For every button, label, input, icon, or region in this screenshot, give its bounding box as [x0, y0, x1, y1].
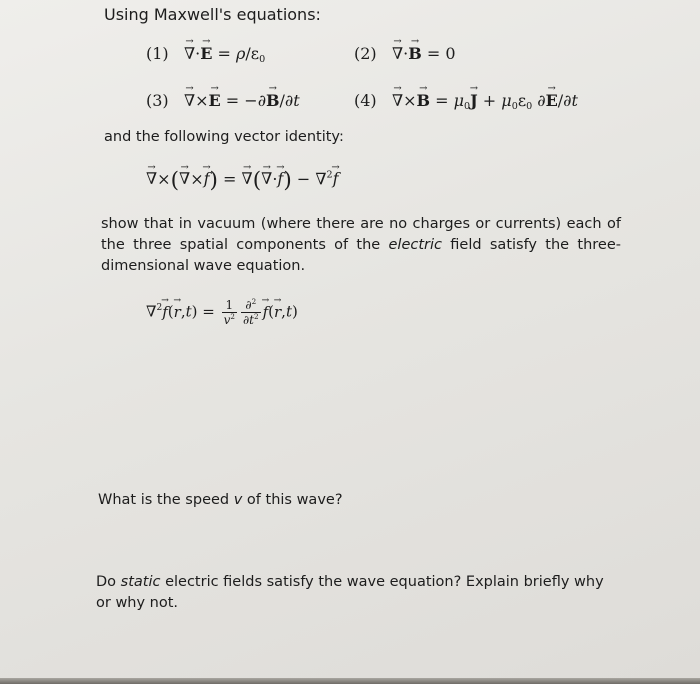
paragraph-text-1: show that in vacuum (where there are no charges or currents) each of the three spatial components of the	[101, 216, 621, 253]
equation-1-formula: → ∇·→ $E = \rho/\varepsilon_0$	[184, 44, 265, 63]
instruction-paragraph	[101, 214, 621, 277]
question-speed-variable: v	[233, 492, 243, 508]
question-speed-text-1: What is the speed	[98, 492, 234, 508]
wave-equation: ∇$^2$→ f(→ r,t) = $\frac{1}{v^2}$ $\frac{\partial^2}{\partial t^2}$ → f(→ r,t)	[146, 298, 298, 327]
wave-coefficient: $\frac{1}{v^2}$	[223, 298, 235, 327]
equation-3	[146, 91, 300, 110]
vector-identity: → ∇×(→ ∇×→ f) = → ∇(→ ∇·→ f) − ∇$^2$→ f	[146, 168, 339, 193]
question-static-italic-word: static	[120, 574, 161, 590]
question-static-fields	[96, 572, 616, 614]
question-static-text-2: electric fields satisfy the wave equation? Explain briefly why or why not.	[96, 574, 604, 611]
equation-1-number: (1)	[146, 44, 169, 63]
equation-2-number: (2)	[354, 44, 377, 63]
equation-1	[146, 44, 265, 63]
question-speed	[98, 492, 343, 508]
paragraph-italic-word: electric	[388, 237, 443, 253]
equation-2-formula: → ∇·→ B = 0	[392, 44, 456, 63]
question-speed-text-2: of this wave?	[242, 492, 343, 508]
equation-4-number: (4)	[354, 91, 377, 110]
equation-3-formula: → ∇×→ E = −∂→ B/∂t	[184, 91, 300, 110]
heading: Using Maxwell's equations:	[104, 5, 321, 24]
second-time-derivative: $\frac{\partial^2}{\partial t^2}$	[242, 296, 259, 327]
equation-3-number: (3)	[146, 91, 169, 110]
equation-4-formula: → ∇×→ $B = \mu_0\to J + \mu_0\varepsilon_0$ ∂→ E/∂t	[392, 91, 578, 110]
identity-intro: and the following vector identity:	[104, 129, 344, 145]
question-static-text-1: Do	[96, 574, 121, 590]
paragraph-text-2: field satisfy the three-dimensional wave equation.	[101, 237, 621, 274]
equation-4	[354, 91, 578, 110]
table-edge	[0, 678, 700, 684]
equation-2	[354, 44, 456, 63]
